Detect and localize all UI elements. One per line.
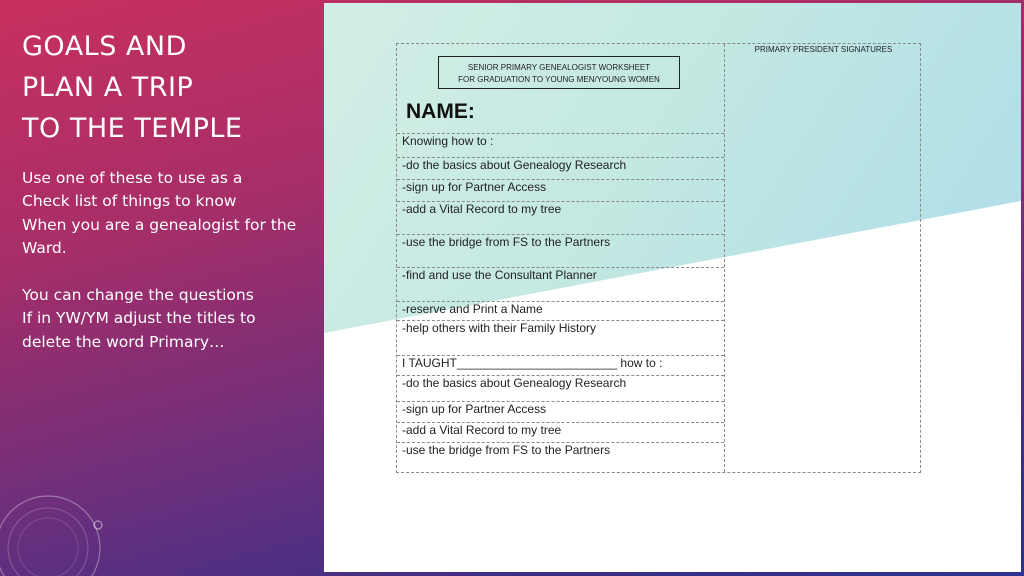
row-text: -do the basics about Genealogy Research bbox=[402, 376, 627, 390]
worksheet-row bbox=[397, 320, 724, 355]
worksheet-row bbox=[397, 133, 724, 157]
worksheet-row bbox=[397, 355, 724, 375]
column-divider bbox=[724, 44, 725, 472]
row-text: -help others with their Family History bbox=[402, 321, 597, 335]
signatures-header: PRIMARY PRESIDENT SIGNATURES bbox=[754, 45, 893, 54]
slide-body bbox=[22, 167, 317, 354]
title-line: GOALS AND bbox=[22, 31, 187, 62]
body-spacer bbox=[22, 261, 317, 284]
row-text: -sign up for Partner Access bbox=[402, 180, 547, 194]
worksheet-title-line: SENIOR PRIMARY GENEALOGIST WORKSHEET bbox=[467, 63, 651, 72]
worksheet-row bbox=[397, 301, 724, 320]
row-text: I TAUGHT________________________ how to : bbox=[402, 356, 663, 370]
worksheet-row bbox=[397, 442, 724, 473]
worksheet-row bbox=[397, 401, 724, 422]
ring-small bbox=[18, 518, 78, 576]
name-label: NAME: bbox=[406, 100, 475, 123]
slide-title bbox=[22, 26, 312, 149]
body-line: Check list of things to know bbox=[22, 192, 237, 211]
row-text: -use the bridge from FS to the Partners bbox=[402, 443, 611, 457]
worksheet-row bbox=[397, 157, 724, 179]
title-line: PLAN A TRIP bbox=[22, 72, 194, 103]
row-text: -use the bridge from FS to the Partners bbox=[402, 235, 611, 249]
worksheet-row bbox=[397, 179, 724, 201]
row-text: -reserve and Print a Name bbox=[402, 302, 543, 316]
row-text: -add a Vital Record to my tree bbox=[402, 202, 562, 216]
worksheet-image-panel bbox=[324, 3, 1021, 572]
worksheet-table bbox=[396, 43, 921, 473]
worksheet-title-line: FOR GRADUATION TO YOUNG MEN/YOUNG WOMEN bbox=[458, 75, 660, 84]
worksheet-row bbox=[397, 201, 724, 234]
row-text: Knowing how to : bbox=[402, 134, 494, 148]
row-text: -find and use the Consultant Planner bbox=[402, 268, 597, 282]
body-line: delete the word Primary… bbox=[22, 332, 225, 351]
body-line: If in YW/YM adjust the titles to bbox=[22, 309, 256, 328]
row-text: -add a Vital Record to my tree bbox=[402, 423, 562, 437]
worksheet-row bbox=[397, 375, 724, 401]
body-line: Ward. bbox=[22, 239, 67, 258]
worksheet-row bbox=[397, 267, 724, 301]
body-line: When you are a genealogist for the bbox=[22, 215, 297, 234]
body-line: You can change the questions bbox=[22, 285, 254, 304]
worksheet-row bbox=[397, 234, 724, 267]
worksheet-row bbox=[397, 422, 724, 442]
body-line: Use one of these to use as a bbox=[22, 169, 243, 187]
title-line: TO THE TEMPLE bbox=[22, 113, 243, 144]
row-text: -sign up for Partner Access bbox=[402, 402, 547, 416]
row-text: -do the basics about Genealogy Research bbox=[402, 158, 627, 172]
worksheet-title-box bbox=[438, 56, 680, 89]
